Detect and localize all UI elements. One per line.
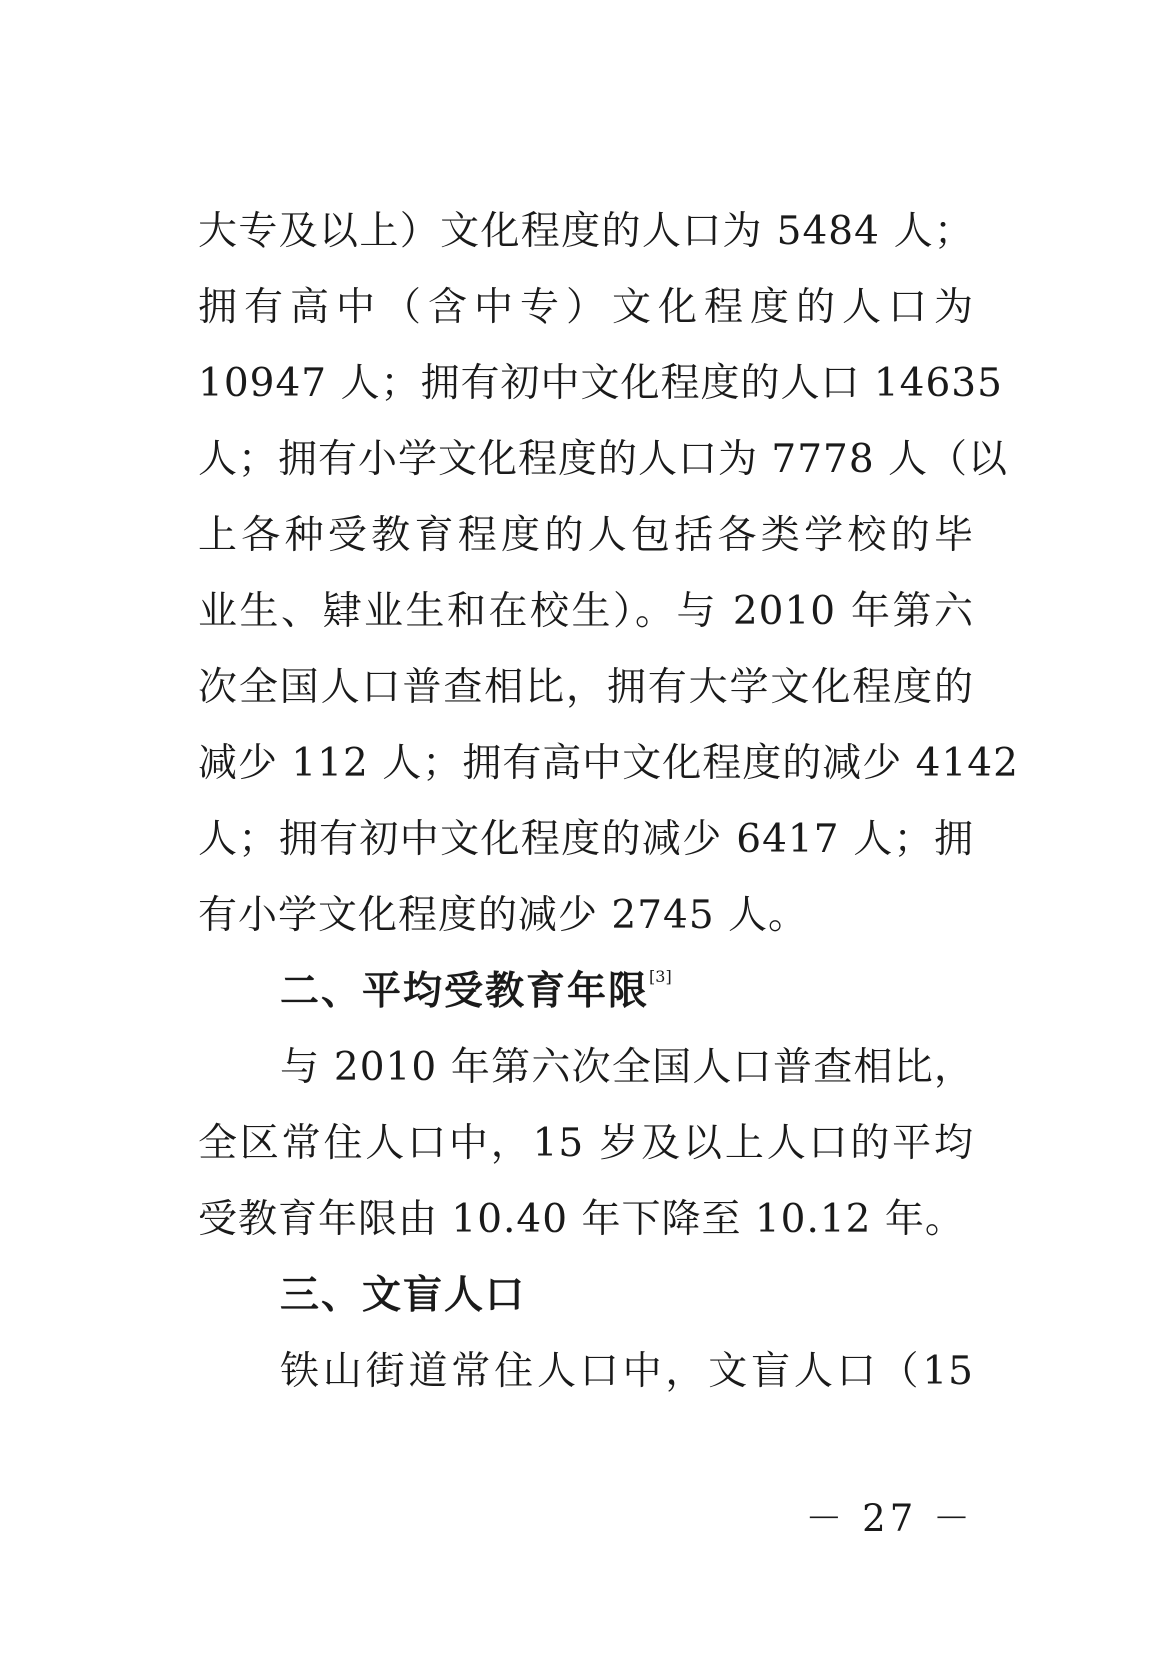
page-number: － 27 － [805, 1497, 974, 1540]
body-line-7: 次全国人口普查相比，拥有大学文化程度的 [198, 665, 974, 710]
section-heading-2 [280, 962, 672, 1022]
body-line-2: 拥有高中（含中专）文化程度的人口为 [198, 285, 974, 330]
section-heading-3 [280, 1266, 526, 1326]
section-heading-2-text: 二、平均受教育年限 [280, 969, 650, 1014]
body-line-10: 有小学文化程度的减少 2745 人。 [198, 893, 809, 938]
body-line-11: 与 2010 年第六次全国人口普查相比， [280, 1045, 974, 1090]
body-line-4: 人；拥有小学文化程度的人口为 7778 人（以 [198, 437, 1009, 482]
body-line-3: 10947 人；拥有初中文化程度的人口 14635 [198, 361, 1003, 406]
body-line-9: 人；拥有初中文化程度的减少 6417 人；拥 [198, 817, 974, 862]
body-line-1: 大专及以上）文化程度的人口为 5484 人； [198, 209, 974, 254]
body-line-14: 铁山街道常住人口中，文盲人口（15 [280, 1349, 974, 1394]
body-line-13: 受教育年限由 10.40 年下降至 10.12 年。 [198, 1197, 965, 1242]
body-line-12: 全区常住人口中，15 岁及以上人口的平均 [198, 1121, 974, 1166]
body-line-6: 业生、肄业生和在校生）。与 2010 年第六 [198, 589, 974, 634]
body-line-5: 上各种受教育程度的人包括各类学校的毕 [198, 513, 974, 558]
footnote-ref: [3] [649, 967, 672, 986]
section-heading-3-text: 三、文盲人口 [280, 1273, 527, 1318]
body-line-8: 减少 112 人；拥有高中文化程度的减少 4142 [198, 741, 1019, 786]
